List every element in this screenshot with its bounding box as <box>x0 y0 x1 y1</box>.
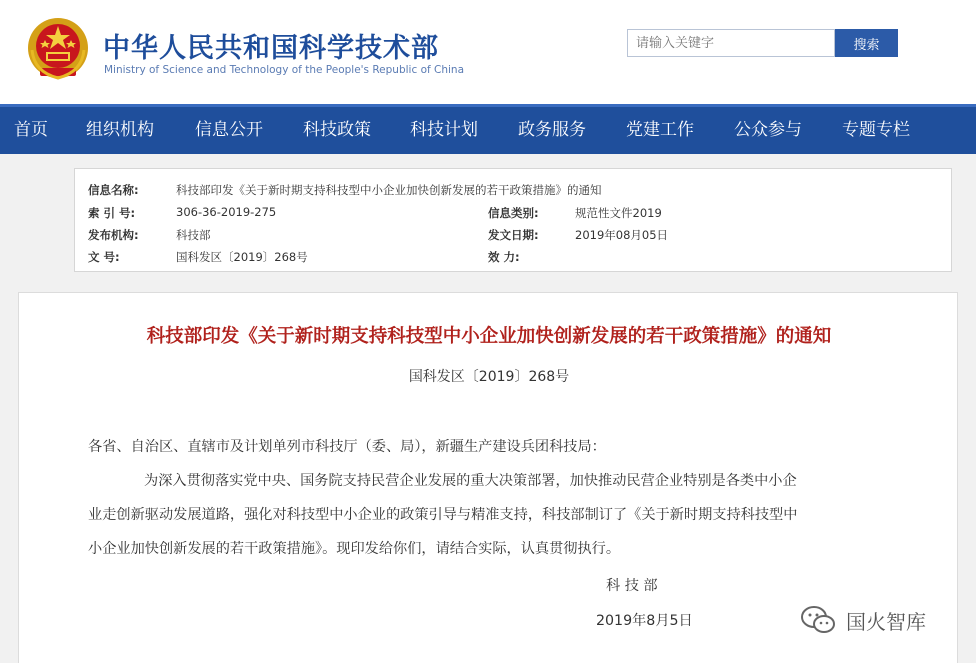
nav-item-topics[interactable]: 专题专栏 <box>842 120 910 140</box>
info-date-value: 2019年08月05日 <box>575 228 669 242</box>
search-input[interactable] <box>627 29 835 57</box>
info-doc-label: 文 号: <box>88 250 120 264</box>
nav-item-organization[interactable]: 组织机构 <box>86 120 154 140</box>
nav-item-policy[interactable]: 科技政策 <box>303 120 371 140</box>
nav-item-home[interactable]: 首页 <box>14 120 48 140</box>
article-body-line-2: 业走创新驱动发展道路，强化对科技型中小企业的政策引导与精准支持，科技部制订了《关于新时期支持科技型中 <box>88 507 798 523</box>
info-index-value: 306-36-2019-275 <box>176 205 277 219</box>
wechat-icon <box>800 605 836 635</box>
article-body-line-1: 为深入贯彻落实党中央、国务院支持民营企业发展的重大决策部署，加快推动民营企业特别是各类中小企 <box>144 473 797 489</box>
info-name-value: 科技部印发《关于新时期支持科技型中小企业加快创新发展的若干政策措施》的通知 <box>176 183 602 197</box>
watermark-text: 国火智库 <box>846 609 926 634</box>
document-info-box <box>74 168 952 272</box>
article-sign-date: 2019年8月5日 <box>596 613 693 629</box>
info-date-label: 发文日期: <box>488 228 539 242</box>
article-salutation: 各省、自治区、直辖市及计划单列市科技厅（委、局），新疆生产建设兵团科技局： <box>88 439 606 455</box>
nav-item-services[interactable]: 政务服务 <box>518 120 586 140</box>
nav-item-info-disclosure[interactable]: 信息公开 <box>195 120 263 140</box>
article-title: 科技部印发《关于新时期支持科技型中小企业加快创新发展的若干政策措施》的通知 <box>146 326 832 347</box>
site-subtitle: Ministry of Science and Technology of the People's Republic of China <box>104 64 465 76</box>
info-index-label: 索 引 号: <box>88 206 136 220</box>
info-category-label: 信息类别: <box>488 206 539 220</box>
nav-item-plans[interactable]: 科技计划 <box>410 120 478 140</box>
article-signature: 科 技 部 <box>606 578 658 594</box>
nav-item-public[interactable]: 公众参与 <box>734 120 802 140</box>
nav-item-party[interactable]: 党建工作 <box>626 120 694 140</box>
info-effect-label: 效 力: <box>488 250 520 264</box>
info-name-label: 信息名称: <box>88 183 139 197</box>
main-nav <box>0 104 976 154</box>
article-doc-number: 国科发区〔2019〕268号 <box>408 369 570 385</box>
info-doc-value: 国科发区〔2019〕268号 <box>176 250 308 264</box>
search-button[interactable]: 搜索 <box>835 29 898 57</box>
info-category-value: 规范性文件2019 <box>575 206 662 220</box>
info-publisher-label: 发布机构: <box>88 228 139 242</box>
watermark <box>800 601 926 639</box>
site-header <box>0 0 976 104</box>
info-publisher-value: 科技部 <box>176 228 211 242</box>
site-title[interactable]: 中华人民共和国科学技术部 <box>103 33 439 64</box>
national-emblem-icon[interactable] <box>26 16 90 82</box>
article-body-line-3: 小企业加快创新发展的若干政策措施》。现印发给你们，请结合实际，认真贯彻执行。 <box>88 541 621 557</box>
